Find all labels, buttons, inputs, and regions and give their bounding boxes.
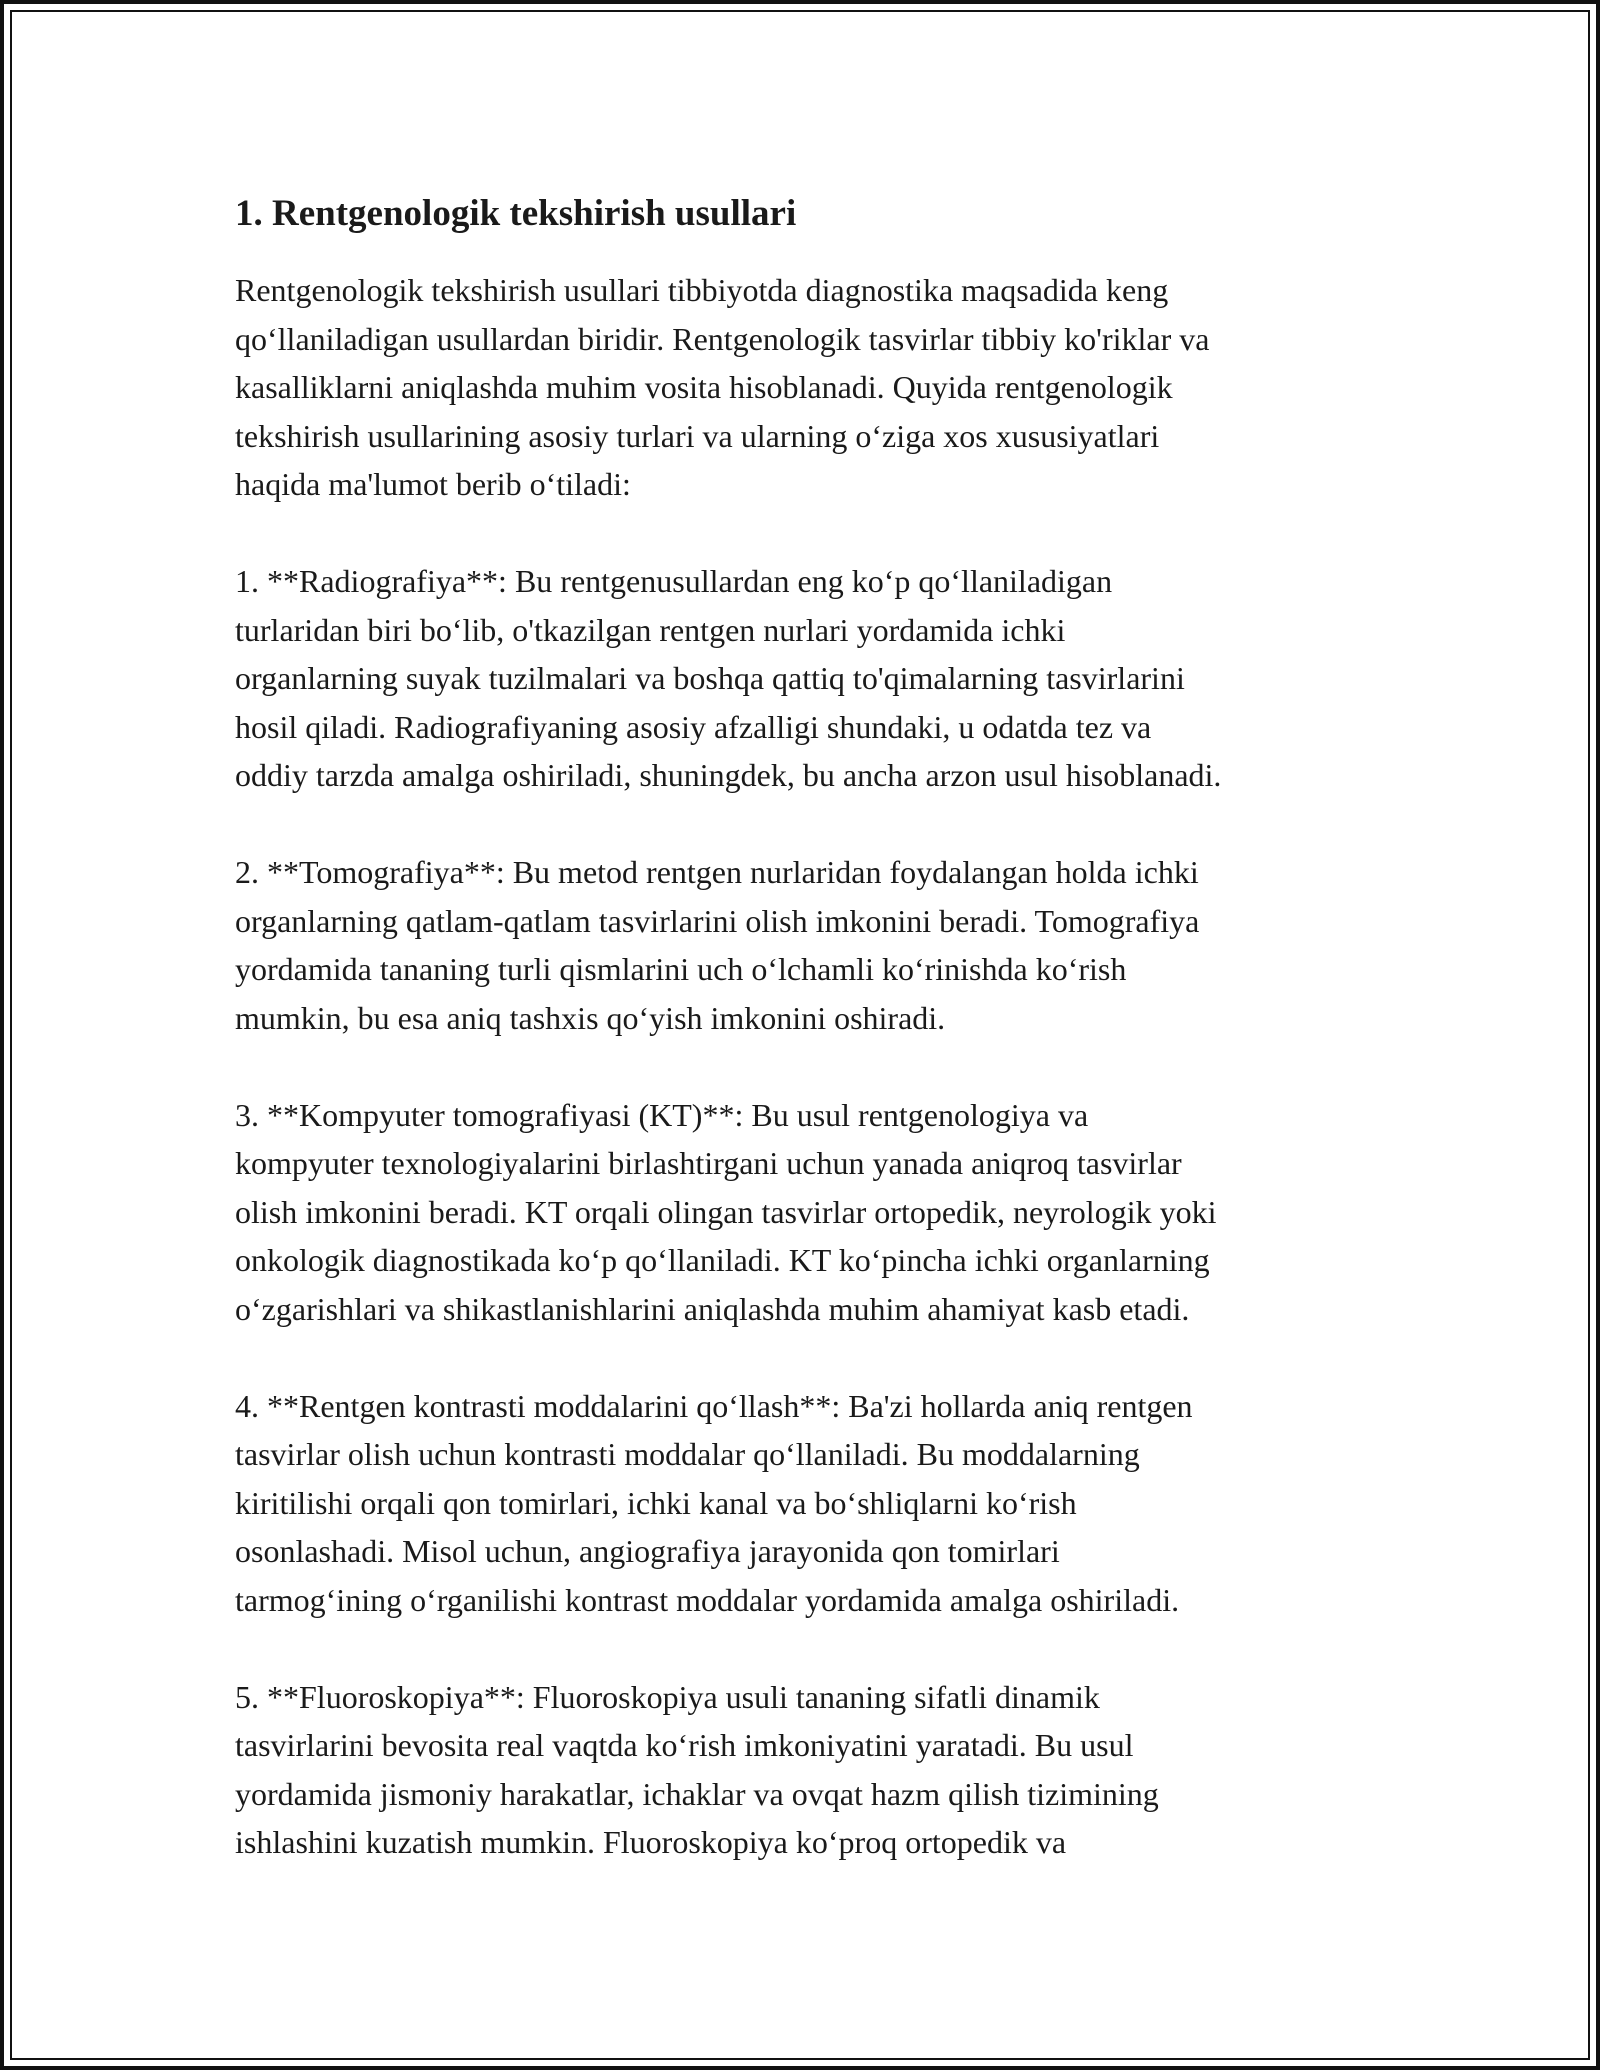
intro-paragraph: Rentgenologik tekshirish usullari tibbiyotda diagnostika maqsadida keng qo‘llaniladigan usullardan biridir. Rentgenologik tasvirlar tibbiy ko'riklar va kasalliklarni aniqlashda muhim vosita hisoblanadi. Quyida rentgenologik tekshirish usullarining asosiy turlari va ularning o‘ziga xos xususiyatlari haqida ma'lumot berib o‘tiladi: bbox=[235, 272, 1210, 502]
kompyuter-tomografiyasi-paragraph: 3. **Kompyuter tomografiyasi (KT)**: Bu usul rentgenologiya va kompyuter texnologiyalarini birlashtirgani uchun yanada aniqroq tasvirlar olish imkonini beradi. KT orqali olingan tasvirlar ortopedik, neyrologik yoki onkologik diagnostikada ko‘p qo‘llaniladi. KT ko‘pincha ichki organlarning o‘zgarishlari va shikastlanishlarini aniqlashda muhim ahamiyat kasb etadi. bbox=[235, 1096, 1217, 1327]
fluoroskopiya-paragraph: 5. **Fluoroskopiya**: Fluoroskopiya usuli tananing sifatli dinamik tasvirlarini bevosita real vaqtda ko‘rish imkoniyatini yaratadi. Bu usul yordamida jismoniy harakatlar, ichaklar va ovqat hazm qilish tizimining ishlashini kuzatish mumkin. Fluoroskopiya ko‘proq ortopedik va bbox=[235, 1678, 1159, 1860]
kontrast-moddalar-paragraph: 4. **Rentgen kontrasti moddalarini qo‘llash**: Ba'zi hollarda aniq rentgen tasvirlar olish uchun kontrasti moddalar qo‘llaniladi. Bu moddalarning kiritilishi orqali qon tomirlari, ichki kanal va bo‘shliqlarni ko‘rish osonlashadi. Misol uchun, angiografiya jarayonida qon tomirlari tarmog‘ining o‘rganilishi kontrast moddalar yordamida amalga oshiriladi. bbox=[235, 1387, 1193, 1618]
radiografiya-paragraph: 1. **Radiografiya**: Bu rentgenusullardan eng ko‘p qo‘llaniladigan turlaridan biri bo‘lib, o'tkazilgan rentgen nurlari yordamida ichki organlarning suyak tuzilmalari va boshqa qattiq to'qimalarning tasvirlarini hosil qiladi. Radiografiyaning asosiy afzalligi shundaki, u odatda tez va oddiy tarzda amalga oshiriladi, shuningdek, bu ancha arzon usul hisoblanadi. bbox=[235, 563, 1222, 793]
document-title: 1. Rentgenologik tekshirish usullari bbox=[235, 193, 797, 234]
document-body bbox=[235, 186, 1375, 1915]
tomografiya-paragraph: 2. **Tomografiya**: Bu metod rentgen nurlaridan foydalangan holda ichki organlarning qatlam-qatlam tasvirlarini olish imkonini beradi. Tomografiya yordamida tananing turli qismlarini uch o‘lchamli ko‘rinishda ko‘rish mumkin, bu esa aniq tashxis qo‘yish imkonini oshiradi. bbox=[235, 854, 1200, 1036]
